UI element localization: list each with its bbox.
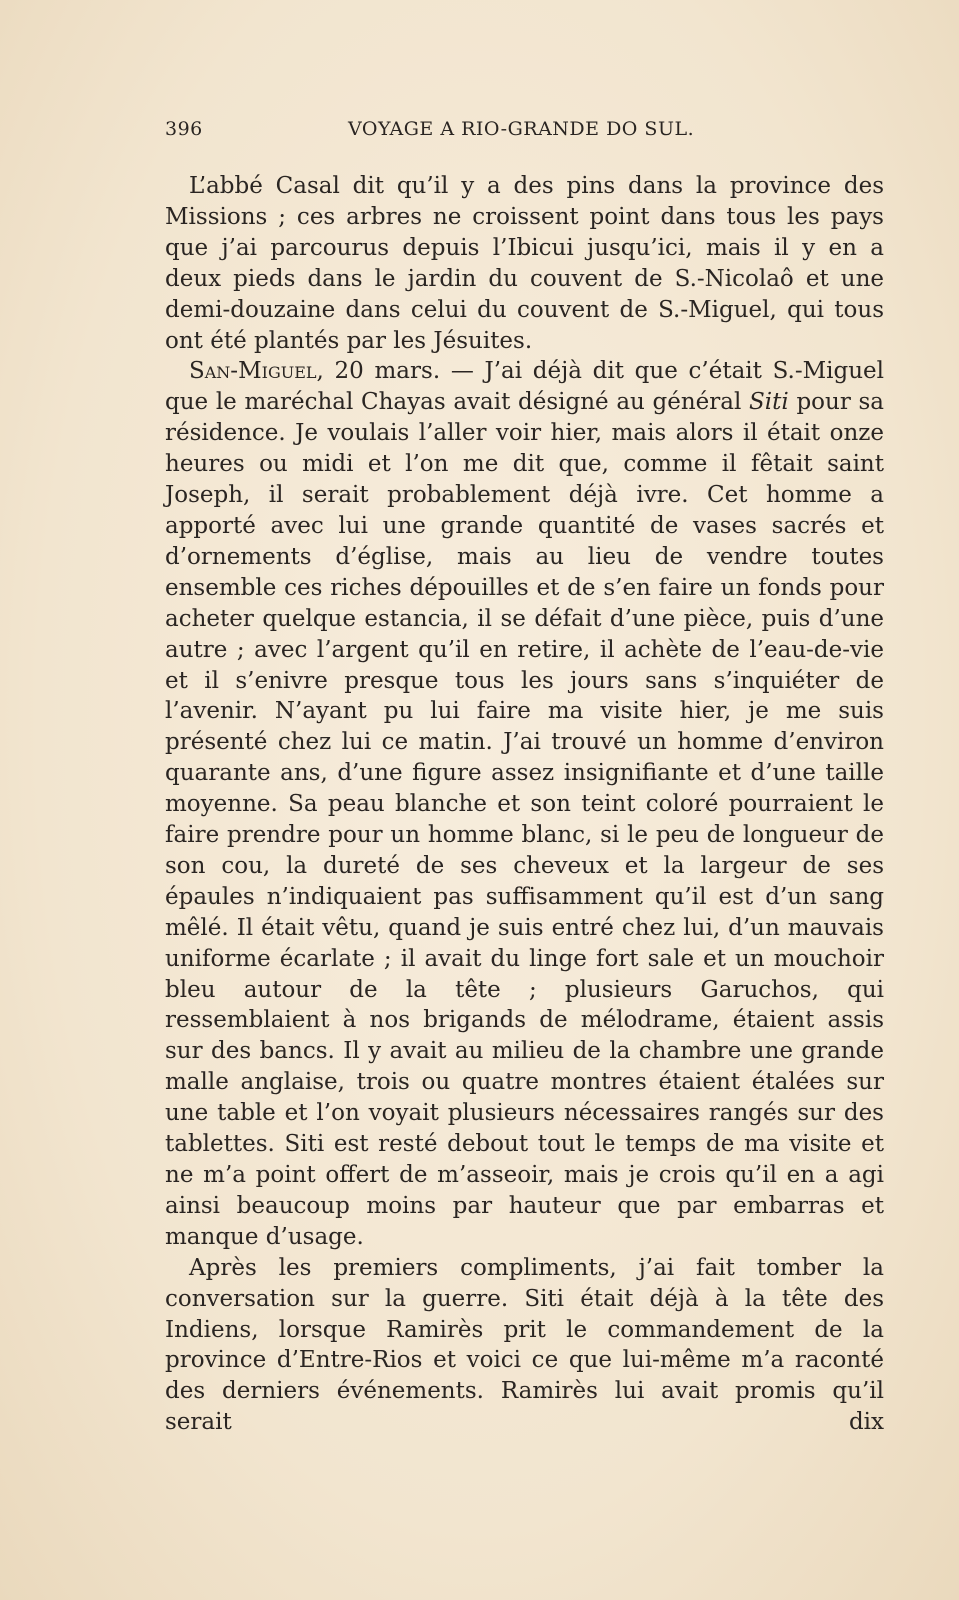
paragraph-2-text-a: 20 mars. — J’ai déjà dit que c’était S.-Miguel que le maréchal Chayas avait désigné au général [165, 358, 884, 416]
paragraph-3: Après les premiers compliments, j’ai fait tomber la conversation sur la guerre. Siti était déjà à la tête des Indiens, lorsque Ramirès prit le commandement de la province d’Entre-Rios et voici ce que lui-même m’a raconté des derniers événements. Ramirès lui avait promis qu’il serait dix [165, 1254, 884, 1436]
page-header [165, 118, 885, 148]
paragraph-2 [165, 356, 884, 1252]
page-number: 396 [165, 118, 203, 140]
running-title: VOYAGE A RIO-GRANDE DO SUL. [348, 118, 695, 140]
place-heading: San-Miguel, [189, 358, 324, 385]
paragraph-2-text-b: pour sa résidence. Je voulais l’aller voir hier, mais alors il était onze heures ou midi et l’on me dit que, comme il fêtait saint Joseph, il serait probablement déjà ivre. Cet homme a apporté avec lui une grande quantité de vases sacrés et d’ornements d’église, mais au lieu de vendre toutes ensemble ces riches dépouilles et de s’en faire un fonds pour acheter quelque estancia, il se défait d’une pièce, puis d’une autre ; avec l’argent qu’il en retire, il achète de l’eau-de-vie et il s’enivre presque tous les jours sans s’inquiéter de l’avenir. N’ayant pu lui faire ma visite hier, je me suis présenté chez lui ce matin. J’ai trouvé un homme d’environ quarante ans, d’une figure assez insignifiante et d’une taille moyenne. Sa peau blanche et son teint coloré pourraient le faire prendre pour un homme blanc, si le peu de longueur de son cou, la dureté de ses cheveux et la largeur de ses épaules n’indiquaient pas suffisamment qu’il est d’un sang mêlé. Il était vêtu, quand je suis entré chez lui, d’un mauvais uniforme écarlate ; il avait du linge fort sale et un mouchoir bleu autour de la tête ; plusieurs Garuchos, qui ressemblaient à nos brigands de mélodrame, étaient assis sur des bancs. Il y avait au milieu de la chambre une grande malle anglaise, trois ou quatre montres étaient étalées sur une table et l’on voyait plusieurs nécessaires rangés sur des tablettes. Siti est resté debout tout le temps de ma visite et ne m’a point offert de m’asseoir, mais je crois qu’il en a agi ainsi beaucoup moins par hauteur que par embarras et manque d’usage. [165, 389, 885, 1250]
paragraph-1: L’abbé Casal dit qu’il y a des pins dans la province des Missions ; ces arbres ne croissent point dans tous les pays que j’ai parcourus depuis l’Ibicui jusqu’ici, mais il y en a deux pieds dans le jardin du couvent de S.-Nicolaô et une demi-douzaine dans celui du couvent de S.-Miguel, qui tous ont été plantés par les Jésuites. [165, 173, 884, 354]
italic-name: Siti [749, 389, 789, 416]
body-text [165, 171, 884, 1438]
